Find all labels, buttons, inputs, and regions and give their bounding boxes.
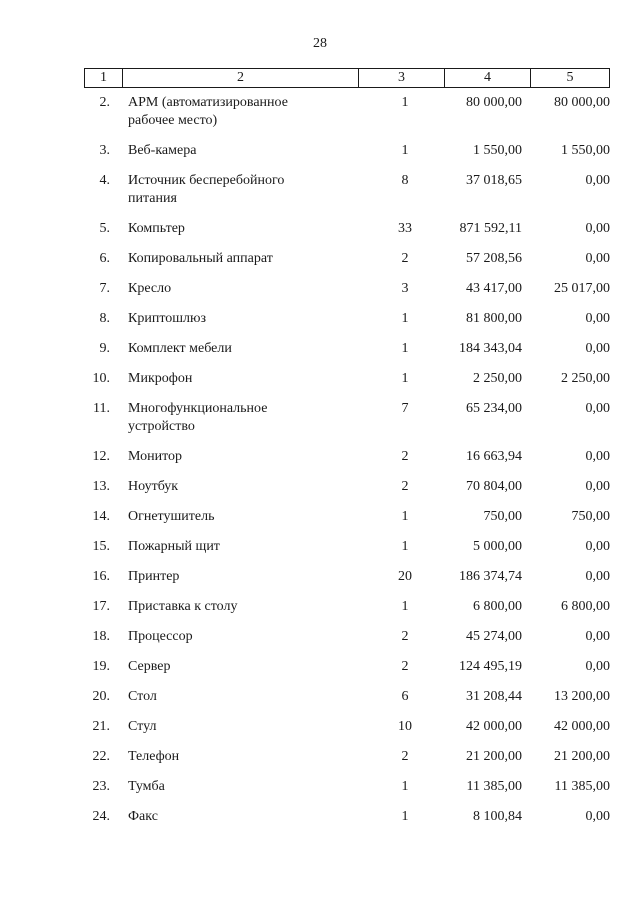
item-residual-value: 0,00 (585, 251, 610, 266)
item-quantity: 2 (401, 749, 409, 764)
table-row (84, 310, 610, 340)
item-name: Приставка к столу (128, 599, 238, 614)
item-total-cost: 5 000,00 (473, 539, 522, 554)
item-name: Процессор (128, 629, 193, 644)
item-quantity: 7 (401, 401, 409, 416)
item-name: АРМ (автоматизированное рабочее место) (128, 95, 288, 128)
row-number: 11. (93, 401, 110, 416)
row-number: 2. (99, 95, 110, 110)
header-cell-5: 5 (530, 69, 610, 87)
item-total-cost: 57 208,56 (466, 251, 522, 266)
header-cell-1: 1 (84, 69, 122, 87)
item-total-cost: 80 000,00 (466, 95, 522, 110)
row-number: 23. (92, 779, 110, 794)
table-row (84, 808, 610, 838)
item-quantity: 1 (401, 311, 409, 326)
item-total-cost: 124 495,19 (459, 659, 522, 674)
row-number: 15. (92, 539, 110, 554)
item-residual-value: 0,00 (585, 221, 610, 236)
item-residual-value: 80 000,00 (554, 95, 610, 110)
item-residual-value: 0,00 (585, 401, 610, 416)
table-row (84, 340, 610, 370)
item-total-cost: 31 208,44 (466, 689, 522, 704)
item-name: Криптошлюз (128, 311, 207, 326)
row-number: 18. (92, 629, 110, 644)
table-row (84, 628, 610, 658)
table-row (84, 220, 610, 250)
item-residual-value: 750,00 (571, 509, 610, 524)
item-total-cost: 1 550,00 (473, 143, 522, 158)
table-row (84, 688, 610, 718)
row-number: 21. (92, 719, 110, 734)
row-number: 13. (92, 479, 110, 494)
row-number: 12. (92, 449, 110, 464)
item-residual-value: 0,00 (585, 479, 610, 494)
page-number: 28 (313, 36, 327, 51)
item-total-cost: 750,00 (483, 509, 522, 524)
table-row (84, 400, 610, 448)
table-row (84, 94, 610, 142)
item-quantity: 8 (401, 173, 409, 188)
item-residual-value: 0,00 (585, 449, 610, 464)
row-number: 10. (92, 371, 110, 386)
item-residual-value: 11 385,00 (554, 779, 610, 794)
item-name: Компьтер (128, 221, 185, 236)
item-name: Монитор (128, 449, 183, 464)
item-residual-value: 6 800,00 (561, 599, 610, 614)
row-number: 7. (99, 281, 110, 296)
item-quantity: 20 (398, 569, 412, 584)
item-residual-value: 0,00 (585, 341, 610, 356)
table-row (84, 748, 610, 778)
item-total-cost: 45 274,00 (466, 629, 522, 644)
item-quantity: 33 (398, 221, 412, 236)
item-total-cost: 6 800,00 (473, 599, 522, 614)
table-row (84, 172, 610, 220)
item-quantity: 1 (401, 599, 409, 614)
item-quantity: 1 (401, 539, 409, 554)
row-number: 9. (99, 341, 110, 356)
item-name: Тумба (128, 779, 165, 794)
item-residual-value: 1 550,00 (561, 143, 610, 158)
item-quantity: 3 (401, 281, 409, 296)
item-quantity: 1 (401, 143, 409, 158)
item-name: Стол (128, 689, 157, 704)
item-quantity: 10 (398, 719, 412, 734)
row-number: 22. (92, 749, 110, 764)
item-total-cost: 16 663,94 (466, 449, 522, 464)
item-quantity: 2 (401, 479, 409, 494)
item-total-cost: 8 100,84 (473, 809, 522, 824)
table-row (84, 598, 610, 628)
table-row (84, 370, 610, 400)
row-number: 24. (92, 809, 110, 824)
row-number: 17. (92, 599, 110, 614)
item-name: Ноутбук (128, 479, 179, 494)
item-name: Пожарный щит (128, 539, 220, 554)
table-row (84, 280, 610, 310)
row-number: 6. (99, 251, 110, 266)
item-quantity: 1 (401, 371, 409, 386)
item-quantity: 1 (401, 509, 409, 524)
row-number: 20. (92, 689, 110, 704)
row-number: 5. (99, 221, 110, 236)
row-number: 4. (99, 173, 110, 188)
table-row (84, 658, 610, 688)
table-row (84, 448, 610, 478)
item-name: Микрофон (128, 371, 193, 386)
item-residual-value: 2 250,00 (561, 371, 610, 386)
item-residual-value: 0,00 (585, 629, 610, 644)
table-body (84, 94, 610, 838)
header-cell-4: 4 (444, 69, 530, 87)
item-total-cost: 81 800,00 (466, 311, 522, 326)
item-name: Многофункциональное устройство (128, 401, 268, 434)
table-row (84, 568, 610, 598)
item-residual-value: 21 200,00 (554, 749, 610, 764)
item-total-cost: 65 234,00 (466, 401, 522, 416)
table-row (84, 250, 610, 280)
item-total-cost: 184 343,04 (459, 341, 522, 356)
table-row (84, 718, 610, 748)
item-quantity: 1 (401, 341, 409, 356)
table-header-row (84, 68, 610, 88)
row-number: 16. (92, 569, 110, 584)
item-residual-value: 0,00 (585, 569, 610, 584)
table-row (84, 508, 610, 538)
item-name: Копировальный аппарат (128, 251, 273, 266)
item-total-cost: 186 374,74 (459, 569, 522, 584)
item-residual-value: 13 200,00 (554, 689, 610, 704)
item-quantity: 1 (401, 809, 409, 824)
header-cell-3: 3 (358, 69, 444, 87)
item-total-cost: 11 385,00 (466, 779, 522, 794)
row-number: 3. (99, 143, 110, 158)
row-number: 14. (92, 509, 110, 524)
item-name: Сервер (128, 659, 171, 674)
item-total-cost: 70 804,00 (466, 479, 522, 494)
item-quantity: 2 (401, 629, 409, 644)
item-name: Комплект мебели (128, 341, 232, 356)
item-residual-value: 25 017,00 (554, 281, 610, 296)
item-residual-value: 42 000,00 (554, 719, 610, 734)
item-total-cost: 871 592,11 (459, 221, 522, 236)
table-row (84, 142, 610, 172)
item-name: Огнетушитель (128, 509, 215, 524)
equipment-table (84, 68, 610, 838)
item-quantity: 2 (401, 251, 409, 266)
item-quantity: 1 (401, 95, 409, 110)
item-quantity: 2 (401, 449, 409, 464)
item-quantity: 2 (401, 659, 409, 674)
item-name: Факс (128, 809, 158, 824)
item-name: Веб-камера (128, 143, 197, 158)
item-residual-value: 0,00 (585, 173, 610, 188)
table-row (84, 478, 610, 508)
item-quantity: 1 (401, 779, 409, 794)
item-residual-value: 0,00 (585, 809, 610, 824)
item-residual-value: 0,00 (585, 311, 610, 326)
item-residual-value: 0,00 (585, 539, 610, 554)
row-number: 19. (92, 659, 110, 674)
item-name: Кресло (128, 281, 172, 296)
item-total-cost: 2 250,00 (473, 371, 522, 386)
item-name: Источник бесперебойного питания (128, 173, 285, 206)
item-total-cost: 21 200,00 (466, 749, 522, 764)
header-cell-2: 2 (122, 69, 358, 87)
item-quantity: 6 (401, 689, 409, 704)
item-name: Принтер (128, 569, 180, 584)
item-name: Телефон (128, 749, 180, 764)
item-total-cost: 37 018,65 (466, 173, 522, 188)
item-residual-value: 0,00 (585, 659, 610, 674)
item-total-cost: 42 000,00 (466, 719, 522, 734)
item-name: Стул (128, 719, 157, 734)
item-total-cost: 43 417,00 (466, 281, 522, 296)
table-row (84, 538, 610, 568)
row-number: 8. (99, 311, 110, 326)
table-row (84, 778, 610, 808)
